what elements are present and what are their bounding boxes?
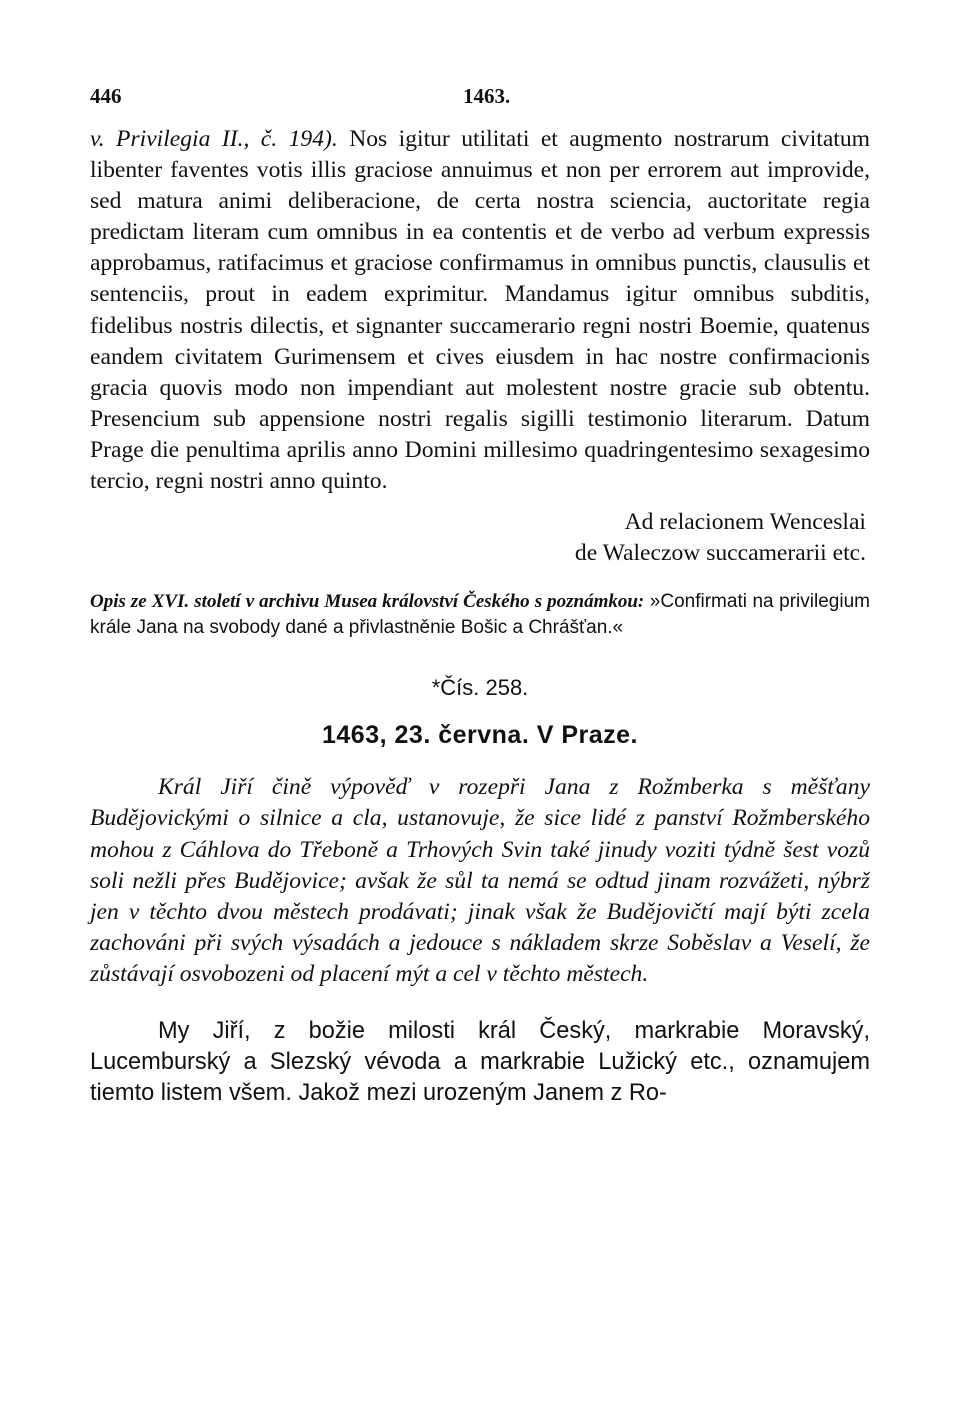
page-header (90, 84, 870, 124)
source-note-text: »Confirmati na privilegium krále Jana na svobody dané a přivlastněnie Bošic a Chrášťan.« (90, 591, 870, 639)
czech-charter-text: My Jiří, z božie milosti král Český, markrabie Moravský, Lucemburský a Slezský vévoda a markrabie Lužický etc., oznamujem tiemto listem všem. Jakož mezi urozeným Janem z Ro- (90, 1017, 870, 1107)
document-number: *Čís. 258. (431, 675, 529, 701)
attestation-line-2: de Waleczow succamerarii etc. (574, 540, 866, 567)
document-date-place: 1463, 23. června. V Praze. (322, 721, 638, 750)
source-note-italic: Opis ze XVI. století v archivu Musea království Českého s poznámkou: (90, 591, 645, 613)
source-note (90, 589, 870, 641)
page-number: 446 (90, 84, 122, 108)
running-header-year: 1463. (463, 84, 511, 108)
document-regest: Král Jiří čině výpověď v rozepři Jana z Rožmberka s měšťany Budějovickými o silnice a cla, ustanovuje, že sice lidé z panství Rožmberského mohou z Cáhlova do Třeboně a Trhových Svin také jinudy voziti týdně šest vozů soli nežli přes Budějovice; avšak že sůl ta nemá se odtud jinam rozvážeti, nýbrž jen v těchto dvou městech prodávati; jinak však že Budějovičtí mají býti zcela zachováni při svých výsadách a jedouce s nákladem skrze Soběslav a Veselí, že zůstávají osvobozeni od placení mýt a cel v těchto městech. (90, 774, 870, 987)
latin-charter-paragraph (90, 124, 870, 497)
document-page (90, 84, 870, 1109)
citation-reference: v. Privilegia II., č. 194). (90, 126, 338, 152)
attestation-line-1: Ad relacionem Wenceslai (624, 509, 866, 536)
latin-charter-text: Nos igitur utilitati et augmento nostrarum civitatum libenter faventes votis illis graciose annuimus et non per errorem aut improvide, sed matura animi deliberacione, de certa nostra sciencia, auctoritate regia predictam literam cum omnibus in ea contentis et de verbo ad verbum expressis approbamus, ratifacimus et graciose confirmamus in omnibus punctis, clausulis et sentenciis, prout in eadem exprimitur. Mandamus igitur omnibus subditis, fidelibus nostris dilectis, et signanter succamerario regni nostri Boemie, quatenus eandem civitatem Gurimensem et cives eiusdem in hac nostre confirmacionis gracia quovis modo non impendiant aut molestent nostre gracie sub obtentu. Presencium sub appensione nostri regalis sigilli testimonio literarum. Datum Prage die penultima aprilis anno Domini millesimo quadringentesimo sexagesimo tercio, regni nostri anno quinto. (90, 126, 870, 495)
chancery-attestation (90, 507, 866, 569)
